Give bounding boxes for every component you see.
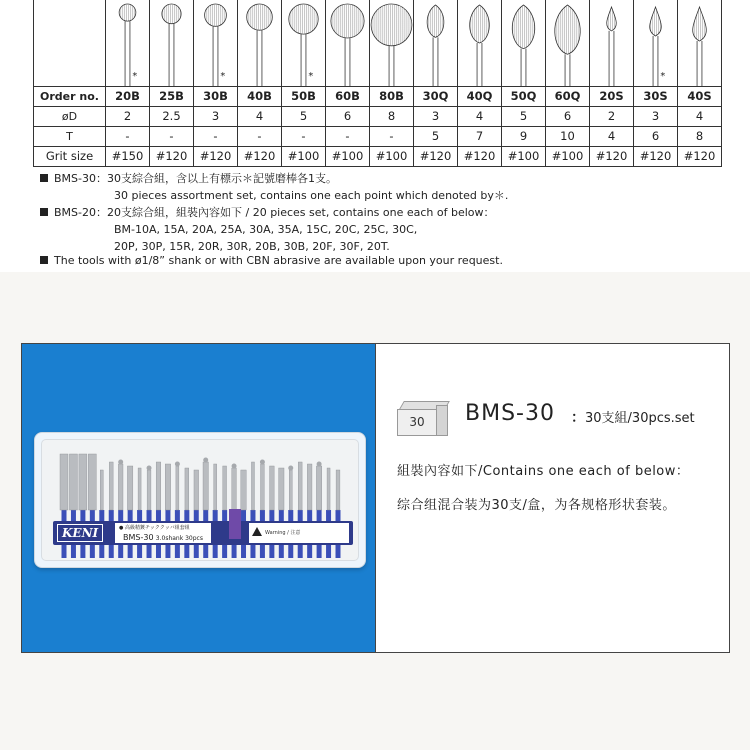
asterisk-mark: *	[308, 70, 314, 83]
order-cell: 30S	[634, 87, 678, 107]
tool-head	[79, 454, 87, 510]
tool-head	[336, 470, 340, 510]
order-cell: 30B	[194, 87, 238, 107]
diameter-cell: 6	[326, 107, 370, 127]
product-photo	[22, 344, 376, 652]
title-colon: ：	[571, 410, 585, 426]
grit-cell: #120	[238, 147, 282, 167]
order-cell: 20B	[106, 87, 150, 107]
point-head	[650, 7, 662, 36]
product-title: BMS-30	[465, 401, 555, 426]
thickness-cell: 9	[502, 127, 546, 147]
point-shank	[697, 41, 702, 86]
tool-head	[88, 454, 96, 510]
point-shank	[433, 37, 438, 86]
thickness-cell: 8	[678, 127, 722, 147]
order-cell: 60B	[326, 87, 370, 107]
order-cell: 20S	[590, 87, 634, 107]
order-cell: 40Q	[458, 87, 502, 107]
thickness-cell: -	[150, 127, 194, 147]
bullet-icon	[40, 256, 48, 264]
tool-head	[100, 470, 103, 510]
diameter-cell: 8	[370, 107, 414, 127]
shape-cell	[502, 0, 546, 87]
shape-cell	[326, 0, 370, 87]
thickness-cell: -	[282, 127, 326, 147]
row-label: Order no.	[34, 87, 106, 107]
shape-cell	[458, 0, 502, 87]
tool-head	[223, 466, 227, 510]
diameter-cell: 5	[502, 107, 546, 127]
point-head	[607, 7, 617, 31]
row-label: Grit size	[34, 147, 106, 167]
point-shank	[565, 54, 570, 86]
point-shank	[653, 36, 658, 86]
grit-cell: #120	[458, 147, 502, 167]
tree-point-icon	[590, 0, 633, 86]
note-bms30-en: 30 pieces assortment set, contains one each point which denoted by＊.	[114, 189, 509, 202]
tool-head	[109, 462, 113, 510]
diameter-cell: 4	[458, 107, 502, 127]
point-head	[427, 5, 444, 37]
point-shank	[609, 31, 614, 86]
point-shank	[389, 46, 394, 86]
diameter-cell: 5	[282, 107, 326, 127]
grit-cell: #120	[590, 147, 634, 167]
tool-ball	[288, 466, 293, 471]
diameter-cell: 2.5	[150, 107, 194, 127]
point-shank	[257, 30, 262, 86]
note-bms20-list1: BM-10A, 15A, 20A, 25A, 30A, 35A, 15C, 20C, 25C, 30C,	[114, 223, 418, 236]
point-head	[247, 4, 273, 30]
note-bms30-zh: 30支綜合組，含以上有標示＊記號磨棒各1支。	[107, 172, 337, 185]
thickness-cell: 7	[458, 127, 502, 147]
thickness-cell: 6	[634, 127, 678, 147]
bullet-icon	[40, 208, 48, 216]
tool-head	[289, 470, 292, 510]
tool-head	[176, 466, 179, 510]
tool-head	[214, 464, 217, 510]
grit-cell: #100	[326, 147, 370, 167]
order-cell: 40B	[238, 87, 282, 107]
label-top-text: ● 高級精鍍チッククッバ組套組	[119, 525, 190, 531]
shape-cell	[678, 0, 722, 87]
point-shank	[301, 34, 306, 86]
tool-ball	[147, 466, 152, 471]
oval-point-icon	[458, 0, 501, 86]
thickness-row	[34, 127, 722, 147]
order-cell: 80B	[370, 87, 414, 107]
diameter-cell: 4	[238, 107, 282, 127]
tool-head	[316, 466, 321, 510]
grit-cell: #120	[678, 147, 722, 167]
shape-cell	[106, 0, 150, 87]
label-model: BMS-30	[123, 533, 154, 542]
point-shank	[345, 38, 350, 86]
oval-point-icon	[414, 0, 457, 86]
tree-point-icon	[678, 0, 721, 86]
tool-ball	[175, 462, 180, 467]
ball-point-icon	[370, 0, 413, 86]
tool-ball	[232, 464, 237, 469]
tool-head	[156, 462, 161, 510]
tool-ball	[260, 460, 265, 465]
tree-point-icon	[634, 0, 677, 86]
grit-cell: #100	[546, 147, 590, 167]
chinese-description: 综合组混合装为30支/盒，为各规格形状套装。	[397, 498, 676, 513]
point-head	[289, 4, 318, 34]
spec-section	[0, 0, 750, 272]
grit-cell: #100	[370, 147, 414, 167]
point-head	[119, 4, 136, 21]
note-bms20	[40, 204, 495, 221]
plastic-case	[34, 432, 366, 568]
grit-cell: #120	[634, 147, 678, 167]
tool-head	[185, 468, 189, 510]
point-head	[331, 4, 364, 38]
ball-point-icon	[282, 0, 325, 86]
diameter-cell: 3	[194, 107, 238, 127]
grit-cell: #150	[106, 147, 150, 167]
tool-head	[251, 462, 254, 510]
keni-logo: KENI	[57, 524, 103, 542]
order-row	[34, 87, 722, 107]
diameter-cell: 6	[546, 107, 590, 127]
thickness-cell: -	[326, 127, 370, 147]
order-cell: 50Q	[502, 87, 546, 107]
point-shank	[477, 43, 482, 86]
asterisk-mark: *	[220, 70, 226, 83]
asterisk-mark: *	[660, 70, 666, 83]
grit-cell: #120	[414, 147, 458, 167]
note-shank-text: The tools with ø1/8” shank or with CBN abrasive are available upon your request.	[54, 254, 503, 267]
ball-point-icon	[106, 0, 149, 86]
row-label: T	[34, 127, 106, 147]
point-shank	[125, 21, 130, 86]
tool-head	[69, 454, 77, 510]
grit-cell: #120	[150, 147, 194, 167]
tool-head	[232, 468, 237, 510]
oval-point-icon	[502, 0, 545, 86]
grit-cell: #100	[502, 147, 546, 167]
tool-head	[241, 470, 246, 510]
shape-cell	[238, 0, 282, 87]
asterisk-mark: *	[132, 70, 138, 83]
label-info	[115, 523, 211, 543]
purple-tag	[229, 509, 241, 539]
note-bms20-text: 20支綜合組，組裝內容如下 / 20 pieces set, contains one each of below：	[107, 206, 495, 219]
product-section	[0, 272, 750, 750]
grit-row	[34, 147, 722, 167]
oval-point-icon	[546, 0, 589, 86]
row-label: øD	[34, 107, 106, 127]
order-cell: 25B	[150, 87, 194, 107]
ball-point-icon	[238, 0, 281, 86]
bullet-icon	[40, 174, 48, 182]
diameter-cell: 2	[106, 107, 150, 127]
label-model-sub: 3.0shank 30pcs	[155, 535, 203, 542]
subtitle-text: 30支組/30pcs.set	[585, 411, 695, 426]
thickness-cell: -	[238, 127, 282, 147]
tool-head	[127, 466, 132, 510]
contains-text: 組裝內容如下/Contains one each of below：	[397, 464, 690, 479]
warning-text: Warning / 注意	[265, 530, 301, 536]
shape-row-head	[34, 0, 106, 87]
tool-head	[307, 464, 312, 510]
point-shank	[521, 49, 526, 86]
tool-head	[118, 464, 123, 510]
grit-cell: #120	[194, 147, 238, 167]
order-cell: 30Q	[414, 87, 458, 107]
grit-cell: #100	[282, 147, 326, 167]
point-head	[162, 4, 181, 24]
note-bms20-list2: 20P, 30P, 15R, 20R, 30R, 20B, 30B, 20F, 30F, 20T.	[114, 240, 390, 253]
point-shank	[169, 24, 174, 86]
tool-head	[138, 468, 141, 510]
point-head	[555, 5, 580, 54]
box-number: 30	[397, 409, 437, 436]
order-cell: 60Q	[546, 87, 590, 107]
thickness-cell: 10	[546, 127, 590, 147]
diameter-cell: 3	[634, 107, 678, 127]
diameter-cell: 2	[590, 107, 634, 127]
note-bms20-label: BMS-20：	[54, 206, 107, 219]
shape-cell	[546, 0, 590, 87]
tool-head	[165, 464, 170, 510]
product-subtitle	[571, 407, 695, 427]
point-head	[512, 5, 535, 49]
order-cell: 40S	[678, 87, 722, 107]
shape-cell	[370, 0, 414, 87]
box-icon	[397, 401, 447, 435]
shape-cell	[282, 0, 326, 87]
warning-label	[249, 523, 349, 543]
tool-head	[270, 466, 275, 510]
shape-cell	[150, 0, 194, 87]
ball-point-icon	[150, 0, 193, 86]
thickness-cell: -	[194, 127, 238, 147]
shape-cell	[634, 0, 678, 87]
point-head	[470, 5, 490, 43]
note-bms30-label: BMS-30：	[54, 172, 107, 185]
box-side	[436, 405, 448, 436]
product-panel	[21, 343, 730, 653]
point-head	[693, 7, 707, 41]
tool-ball	[203, 458, 208, 463]
thickness-cell: 5	[414, 127, 458, 147]
point-head	[205, 4, 227, 26]
thickness-cell: 4	[590, 127, 634, 147]
warning-icon	[252, 527, 262, 536]
tool-head	[147, 470, 151, 510]
tool-head	[60, 454, 68, 510]
product-label	[53, 521, 353, 545]
ball-point-icon	[326, 0, 369, 86]
thickness-cell: -	[370, 127, 414, 147]
order-cell: 50B	[282, 87, 326, 107]
shape-illustration-row	[34, 0, 722, 87]
shape-cell	[414, 0, 458, 87]
tool-head	[298, 462, 302, 510]
diameter-row	[34, 107, 722, 127]
diameter-cell: 3	[414, 107, 458, 127]
diameter-cell: 4	[678, 107, 722, 127]
tool-ball	[317, 462, 322, 467]
tool-head	[327, 468, 330, 510]
point-shank	[213, 26, 218, 86]
point-head	[371, 4, 412, 46]
shape-cell	[194, 0, 238, 87]
tool-head	[261, 464, 265, 510]
note-bms30	[40, 170, 337, 187]
tool-head	[203, 462, 208, 510]
tool-ball	[118, 460, 123, 465]
spec-table	[33, 0, 722, 167]
tool-head	[194, 470, 199, 510]
ball-point-icon	[194, 0, 237, 86]
shape-cell	[590, 0, 634, 87]
case-tray	[41, 439, 359, 561]
tool-head	[279, 468, 284, 510]
note-shank	[40, 252, 503, 269]
thickness-cell: -	[106, 127, 150, 147]
